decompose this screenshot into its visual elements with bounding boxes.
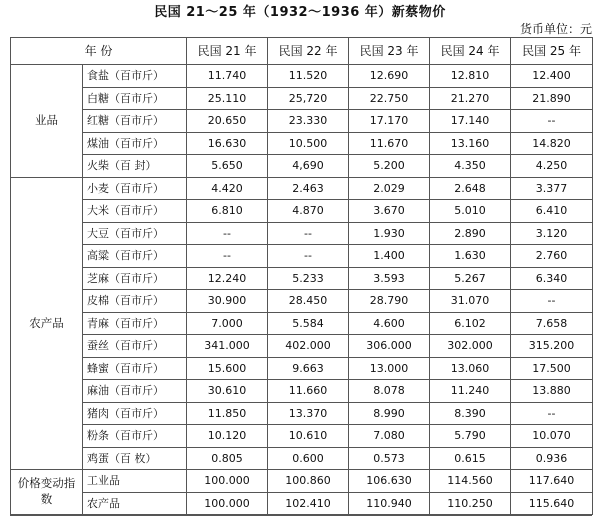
price-cell: 25.110	[187, 87, 268, 110]
price-cell: 10.500	[268, 132, 349, 155]
table-row	[11, 447, 593, 470]
price-cell: 25,720	[268, 87, 349, 110]
header-year: 民国 23 年	[349, 38, 430, 65]
item-name: 食盐（百市斤）	[83, 65, 187, 88]
table-row	[11, 357, 593, 380]
item-name: 农产品	[83, 492, 187, 515]
item-name: 麻油（百市斤）	[83, 380, 187, 403]
price-cell: 0.805	[187, 447, 268, 470]
price-cell: 22.750	[349, 87, 430, 110]
price-cell: 30.610	[187, 380, 268, 403]
category-label: 价格变动指数	[11, 470, 83, 515]
price-cell: 114.560	[430, 470, 511, 493]
price-cell: 5.010	[430, 200, 511, 223]
price-cell: 5.650	[187, 155, 268, 178]
header-year: 民国 22 年	[268, 38, 349, 65]
item-name: 小麦（百市斤）	[83, 177, 187, 200]
table-row	[11, 222, 593, 245]
price-cell: 0.600	[268, 447, 349, 470]
item-name: 皮棉（百市斤）	[83, 290, 187, 313]
price-cell: 2.760	[511, 245, 593, 268]
price-cell: 13.060	[430, 357, 511, 380]
table-row	[11, 177, 593, 200]
item-name: 蜂蜜（百市斤）	[83, 357, 187, 380]
table-row	[11, 245, 593, 268]
category-label: 农产品	[11, 177, 83, 470]
price-cell: --	[187, 222, 268, 245]
price-cell: 21.270	[430, 87, 511, 110]
price-cell: 13.370	[268, 402, 349, 425]
header-year: 民国 25 年	[511, 38, 593, 65]
price-cell: 11.740	[187, 65, 268, 88]
item-name: 煤油（百市斤）	[83, 132, 187, 155]
price-cell: 10.610	[268, 425, 349, 448]
price-cell: --	[511, 402, 593, 425]
table-row	[11, 200, 593, 223]
table-row	[11, 492, 593, 515]
price-cell: 117.640	[511, 470, 593, 493]
price-cell: 28.450	[268, 290, 349, 313]
header-year: 民国 24 年	[430, 38, 511, 65]
table-row	[11, 87, 593, 110]
table-title: 民国 21～25 年（1932～1936 年）新蔡物价	[154, 5, 446, 20]
price-cell: 2.463	[268, 177, 349, 200]
item-name: 红糖（百市斤）	[83, 110, 187, 133]
price-cell: 11.240	[430, 380, 511, 403]
price-cell: 1.400	[349, 245, 430, 268]
price-cell: 12.400	[511, 65, 593, 88]
price-cell: 13.000	[349, 357, 430, 380]
item-name: 芝麻（百市斤）	[83, 267, 187, 290]
price-cell: 402.000	[268, 335, 349, 358]
price-cell: 8.990	[349, 402, 430, 425]
price-cell: 0.573	[349, 447, 430, 470]
price-cell: 106.630	[349, 470, 430, 493]
item-name: 蚕丝（百市斤）	[83, 335, 187, 358]
item-name: 白糖（百市斤）	[83, 87, 187, 110]
price-cell: 4.420	[187, 177, 268, 200]
price-cell: 10.070	[511, 425, 593, 448]
item-name: 高粱（百市斤）	[83, 245, 187, 268]
price-cell: 115.640	[511, 492, 593, 515]
price-cell: --	[268, 245, 349, 268]
price-cell: 20.650	[187, 110, 268, 133]
table-row	[11, 312, 593, 335]
price-cell: 3.670	[349, 200, 430, 223]
price-cell: 3.593	[349, 267, 430, 290]
price-cell: 30.900	[187, 290, 268, 313]
price-cell: 2.029	[349, 177, 430, 200]
item-name: 工业品	[83, 470, 187, 493]
price-cell: 100.000	[187, 492, 268, 515]
currency-unit-note: 货币单位：元	[519, 22, 592, 36]
price-cell: 4.600	[349, 312, 430, 335]
price-cell: 5.584	[268, 312, 349, 335]
price-cell: 14.820	[511, 132, 593, 155]
header-year: 民国 21 年	[187, 38, 268, 65]
price-cell: 5.790	[430, 425, 511, 448]
price-cell: 110.940	[349, 492, 430, 515]
table-row	[11, 267, 593, 290]
item-name: 青麻（百市斤）	[83, 312, 187, 335]
price-cell: 2.648	[430, 177, 511, 200]
price-cell: 5.267	[430, 267, 511, 290]
price-cell: 13.160	[430, 132, 511, 155]
table-row	[11, 335, 593, 358]
price-cell: 3.377	[511, 177, 593, 200]
price-cell: 7.080	[349, 425, 430, 448]
price-cell: 15.600	[187, 357, 268, 380]
price-cell: --	[268, 222, 349, 245]
price-cell: 2.890	[430, 222, 511, 245]
item-name: 鸡蛋（百 枚）	[83, 447, 187, 470]
price-cell: 17.500	[511, 357, 593, 380]
table-row	[11, 402, 593, 425]
price-cell: 100.000	[187, 470, 268, 493]
price-cell: 6.102	[430, 312, 511, 335]
table-row	[11, 155, 593, 178]
price-cell: 100.860	[268, 470, 349, 493]
price-cell: 12.690	[349, 65, 430, 88]
price-cell: 23.330	[268, 110, 349, 133]
table-continuation-edge	[10, 515, 592, 520]
price-cell: 7.658	[511, 312, 593, 335]
item-name: 粉条（百市斤）	[83, 425, 187, 448]
price-cell: 3.120	[511, 222, 593, 245]
price-cell: --	[187, 245, 268, 268]
price-cell: 8.078	[349, 380, 430, 403]
price-cell: 0.936	[511, 447, 593, 470]
price-cell: 6.810	[187, 200, 268, 223]
header-row	[11, 38, 593, 65]
table-row	[11, 290, 593, 313]
price-cell: 1.930	[349, 222, 430, 245]
price-cell: --	[511, 110, 593, 133]
price-cell: 6.410	[511, 200, 593, 223]
price-cell: 4,690	[268, 155, 349, 178]
price-cell: 6.340	[511, 267, 593, 290]
price-cell: 4.870	[268, 200, 349, 223]
price-cell: 17.170	[349, 110, 430, 133]
price-cell: 8.390	[430, 402, 511, 425]
item-name: 猪肉（百市斤）	[83, 402, 187, 425]
price-cell: 12.240	[187, 267, 268, 290]
price-cell: 302.000	[430, 335, 511, 358]
price-cell: 16.630	[187, 132, 268, 155]
price-cell: 12.810	[430, 65, 511, 88]
price-cell: 28.790	[349, 290, 430, 313]
table-row	[11, 425, 593, 448]
item-name: 大米（百市斤）	[83, 200, 187, 223]
price-cell: 110.250	[430, 492, 511, 515]
price-cell: 7.000	[187, 312, 268, 335]
price-cell: 11.670	[349, 132, 430, 155]
price-cell: 4.250	[511, 155, 593, 178]
price-cell: --	[511, 290, 593, 313]
header-year-label: 年 份	[11, 38, 187, 65]
price-cell: 4.350	[430, 155, 511, 178]
category-label: 业品	[11, 65, 83, 178]
item-name: 大豆（百市斤）	[83, 222, 187, 245]
price-cell: 11.660	[268, 380, 349, 403]
price-cell: 5.200	[349, 155, 430, 178]
price-cell: 11.850	[187, 402, 268, 425]
price-cell: 11.520	[268, 65, 349, 88]
table-row	[11, 132, 593, 155]
price-cell: 1.630	[430, 245, 511, 268]
item-name: 火柴（百 封）	[83, 155, 187, 178]
price-cell: 10.120	[187, 425, 268, 448]
price-cell: 17.140	[430, 110, 511, 133]
price-cell: 0.615	[430, 447, 511, 470]
price-cell: 341.000	[187, 335, 268, 358]
price-cell: 9.663	[268, 357, 349, 380]
table-row	[11, 470, 593, 493]
price-cell: 5.233	[268, 267, 349, 290]
price-cell: 21.890	[511, 87, 593, 110]
price-cell: 13.880	[511, 380, 593, 403]
table-row	[11, 110, 593, 133]
price-cell: 31.070	[430, 290, 511, 313]
price-table	[10, 37, 593, 515]
table-row	[11, 65, 593, 88]
price-cell: 102.410	[268, 492, 349, 515]
price-cell: 306.000	[349, 335, 430, 358]
price-cell: 315.200	[511, 335, 593, 358]
table-row	[11, 380, 593, 403]
